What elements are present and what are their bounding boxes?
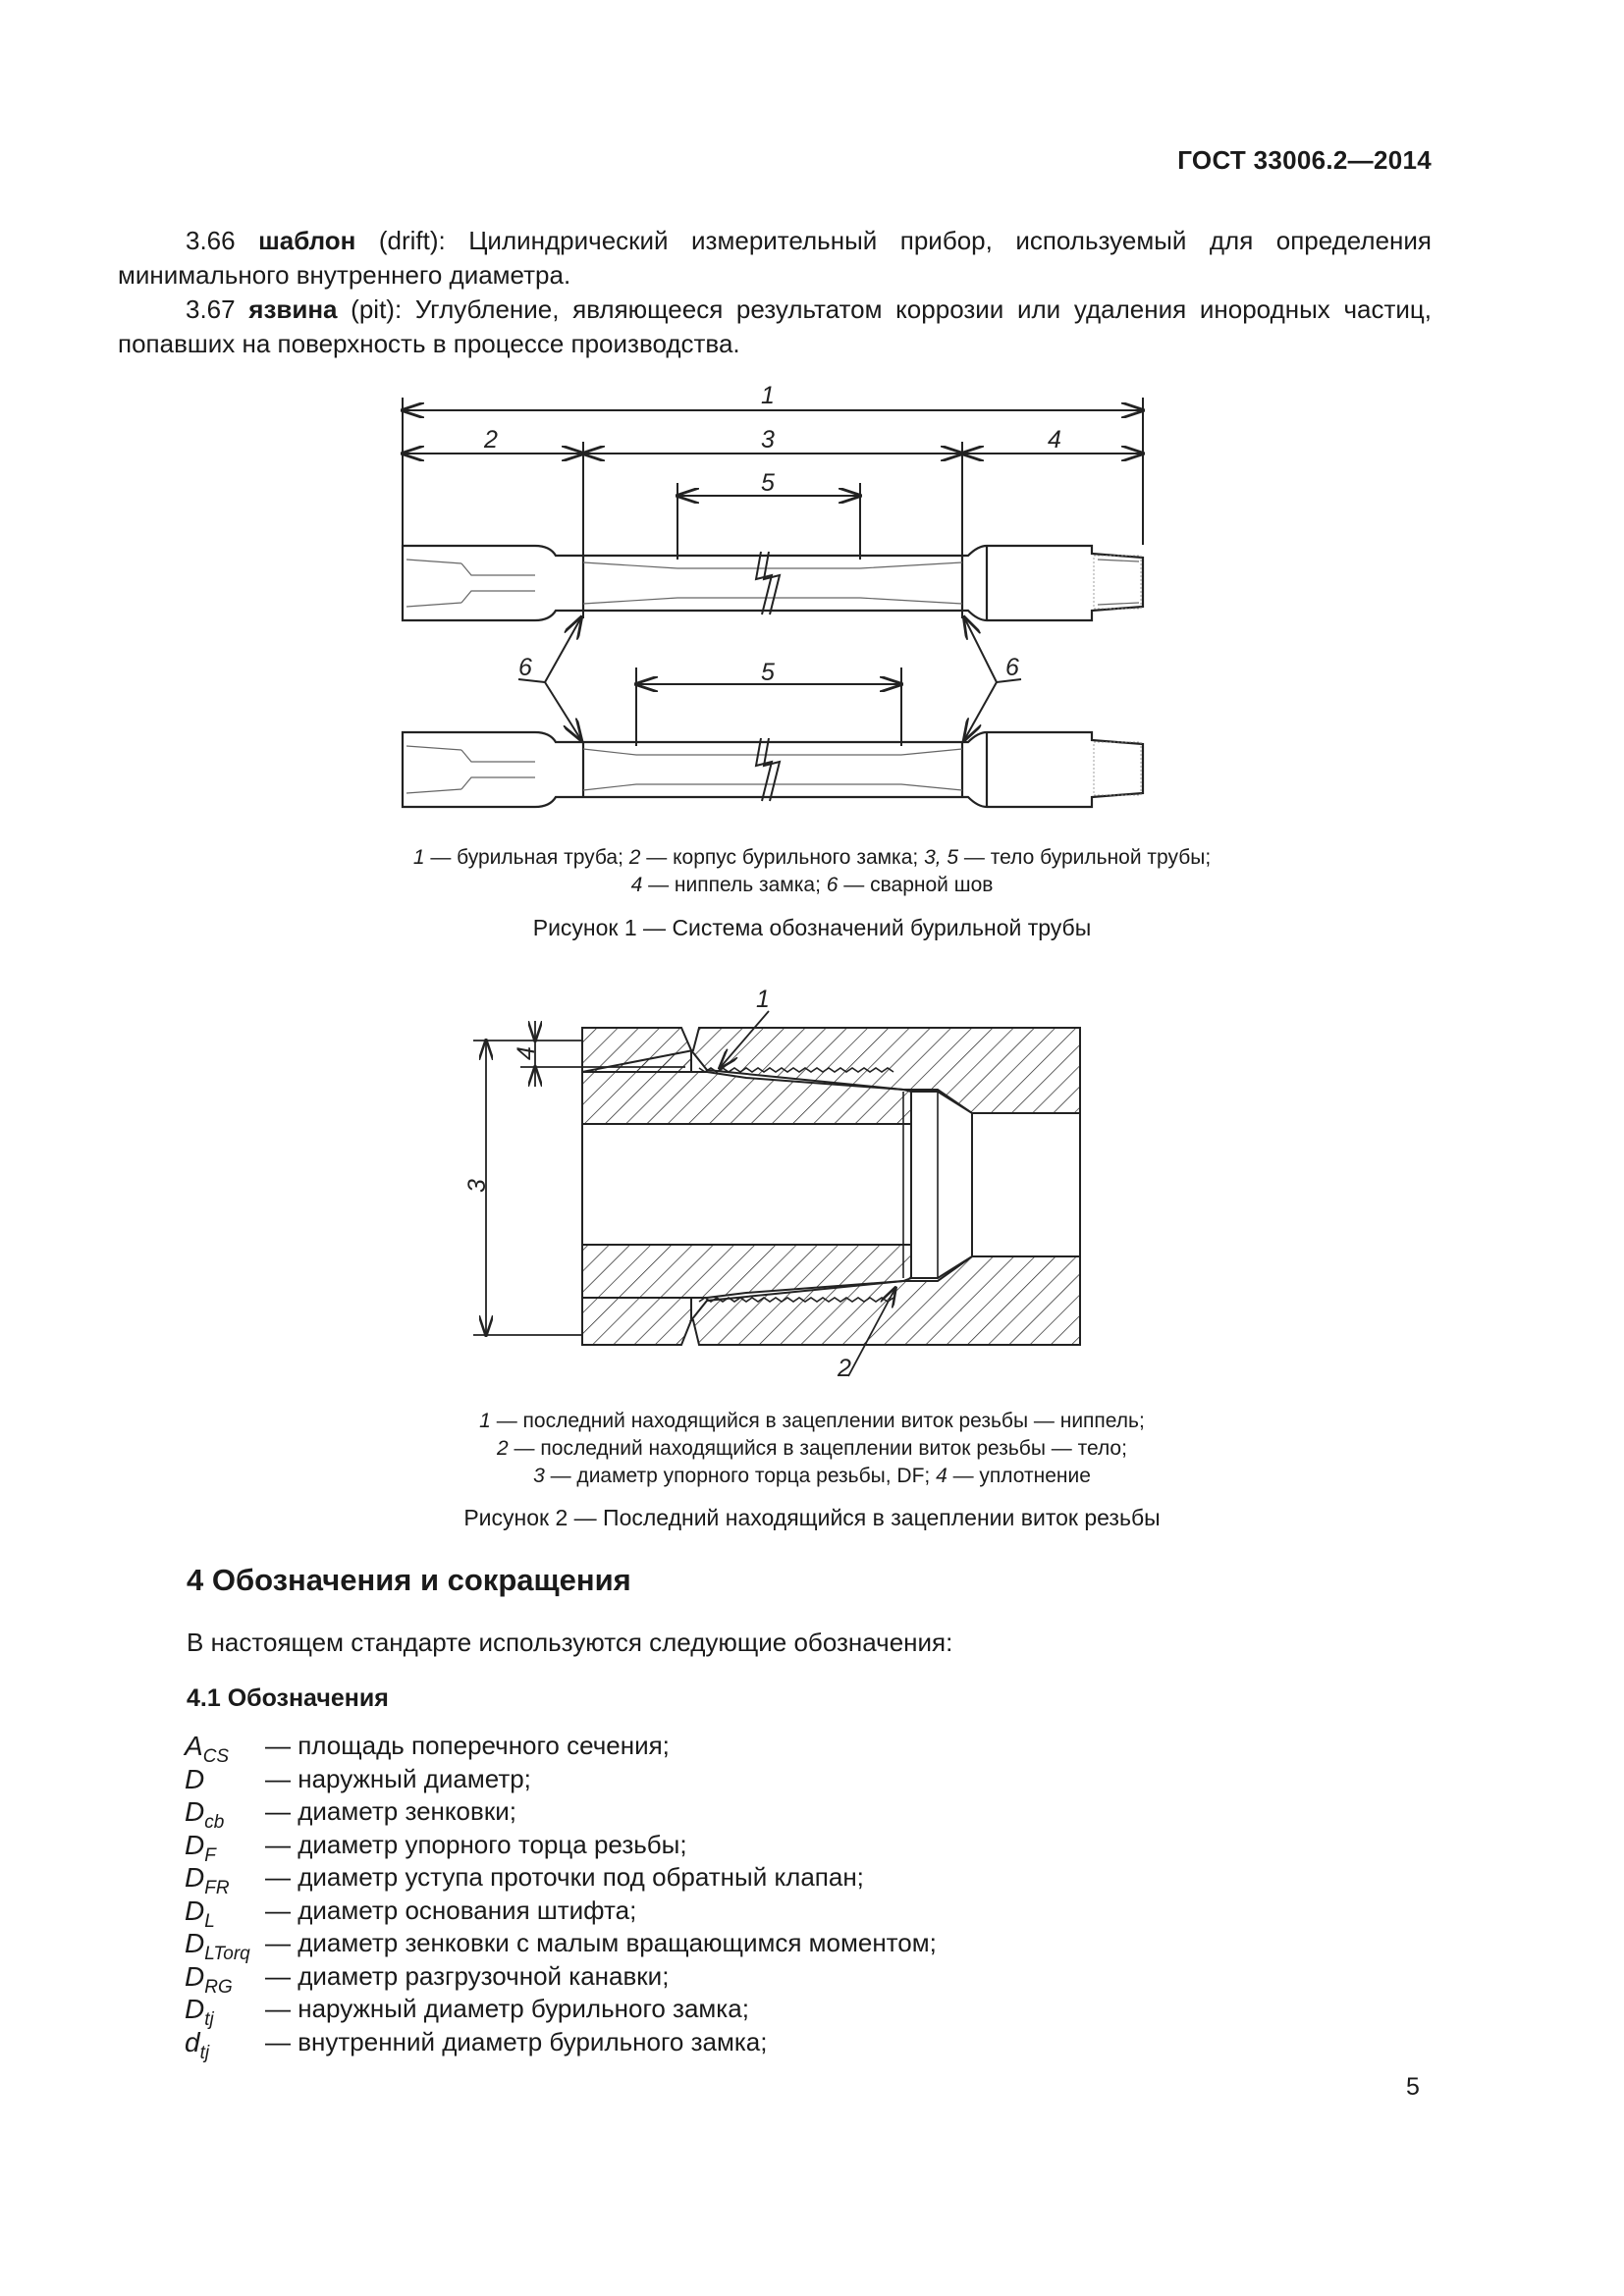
page-number: 5 [1406,2073,1420,2101]
symbol-base: D [185,1994,205,2024]
symbol-subscript: RG [204,1976,233,1998]
fig2-callout-1: 1 [756,986,770,1013]
legend-line: 1 — бурильная труба; 2 — корпус бурильного замка; 3, 5 — тело бурильной трубы; [412,846,1212,869]
symbol-item [185,1795,516,1833]
symbol-description: — внутренний диаметр бурильного замка; [265,2026,768,2056]
fig2-callout-3: 3 [463,1179,491,1193]
symbol-base: D [185,1862,205,1893]
term-number: 3.66 [186,226,236,255]
symbol-list [185,1730,937,2063]
callout-2: 2 [484,426,498,454]
symbol-base: D [185,1796,205,1827]
term-name: шаблон [258,226,356,255]
symbol-base: A [185,1731,203,1761]
term-number: 3.67 [186,294,236,324]
callout-6-left: 6 [518,654,532,681]
symbol-base: D [185,1960,205,1992]
symbol-item [185,1895,637,1932]
legend-line: 1 — последний находящийся в зацеплении виток резьбы — ниппель; [479,1410,1145,1432]
callout-6-right: 6 [1005,654,1019,681]
fig2-callout-2: 2 [838,1355,851,1382]
term-3-66 [118,224,1432,293]
symbol-item [185,1927,937,1964]
symbol-base: d [185,2026,200,2057]
term-name: язвина [248,294,338,324]
symbol-item [185,1763,531,1796]
legend-line: 2 — последний находящийся в зацеплении виток резьбы — тело; [497,1437,1127,1460]
symbol-item [185,1861,864,1898]
symbol-base: D [185,1895,205,1926]
symbol-subscript: tj [204,2009,214,2030]
term-3-67 [118,293,1432,361]
symbol-subscript: L [204,1910,215,1932]
symbol-description: — наружный диаметр бурильного замка; [265,1994,749,2023]
term-definition: (drift): Цилиндрический измерительный прибор, используемый для определения минимального внутреннего диаметра. [118,226,1432,290]
symbol-item [185,1829,687,1866]
symbol-description: — диаметр уступа проточки под обратный клапан; [265,1862,864,1892]
term-definition: (pit): Углубление, являющееся результатом коррозии или удаления инородных частиц, попавших на поверхность в процессе производства. [118,294,1432,358]
symbol-subscript: FR [204,1878,230,1898]
section-4-title: 4 Обозначения и сокращения [187,1563,631,1597]
figure-2-caption: Рисунок 2 — Последний находящийся в зацеплении виток резьбы [463,1505,1161,1530]
symbol-base: D [185,1829,205,1860]
symbol-description: — диаметр зенковки; [265,1796,516,1826]
symbol [185,2026,263,2070]
subsection-4-1-title: 4.1 Обозначения [187,1684,389,1712]
symbol-base: D [185,1928,205,1958]
symbol-description: — диаметр разгрузочной канавки; [265,1960,670,1991]
figure-1-drawing [0,373,1624,825]
figure-2-legend [0,1408,1624,1490]
figure-2-drawing [0,977,1624,1389]
fig2-callout-4: 4 [513,1046,540,1060]
symbol-subscript: F [204,1844,216,1866]
symbol-item [185,1730,670,1767]
standard-number: ГОСТ 33006.2—2014 [1177,145,1432,175]
symbol-subscript: tj [199,2042,210,2063]
callout-5-bottom: 5 [761,659,775,686]
figure-1-legend [0,844,1624,899]
symbol-item [185,1993,749,2030]
section-4-intro: В настоящем стандарте используются следующие обозначения: [187,1628,953,1657]
symbol-subscript: cb [204,1812,225,1833]
symbol-description: — диаметр зенковки с малым вращающимся моментом; [265,1928,937,1957]
legend-line: 4 — ниппель замка; 6 — сварной шов [630,874,994,896]
symbol-subscript: LTorq [204,1944,250,1964]
symbol-description: — диаметр основания штифта; [265,1895,637,1925]
symbol-description: — диаметр упорного торца резьбы; [265,1829,687,1859]
callout-4: 4 [1048,426,1061,454]
legend-line: 3 — диаметр упорного торца резьбы, DF; 4 — уплотнение [533,1465,1091,1487]
callout-5-top: 5 [761,469,775,497]
symbol-subscript: CS [202,1746,230,1767]
callout-3: 3 [761,426,775,454]
callout-1: 1 [761,382,775,409]
figure-1-caption: Рисунок 1 — Система обозначений бурильной трубы [532,915,1092,940]
symbol-base: D [185,1763,205,1794]
symbol-description: — наружный диаметр; [265,1763,531,1793]
symbol-item [185,1960,670,1998]
symbol-item [185,2026,768,2063]
symbol-description: — площадь поперечного сечения; [265,1731,670,1760]
